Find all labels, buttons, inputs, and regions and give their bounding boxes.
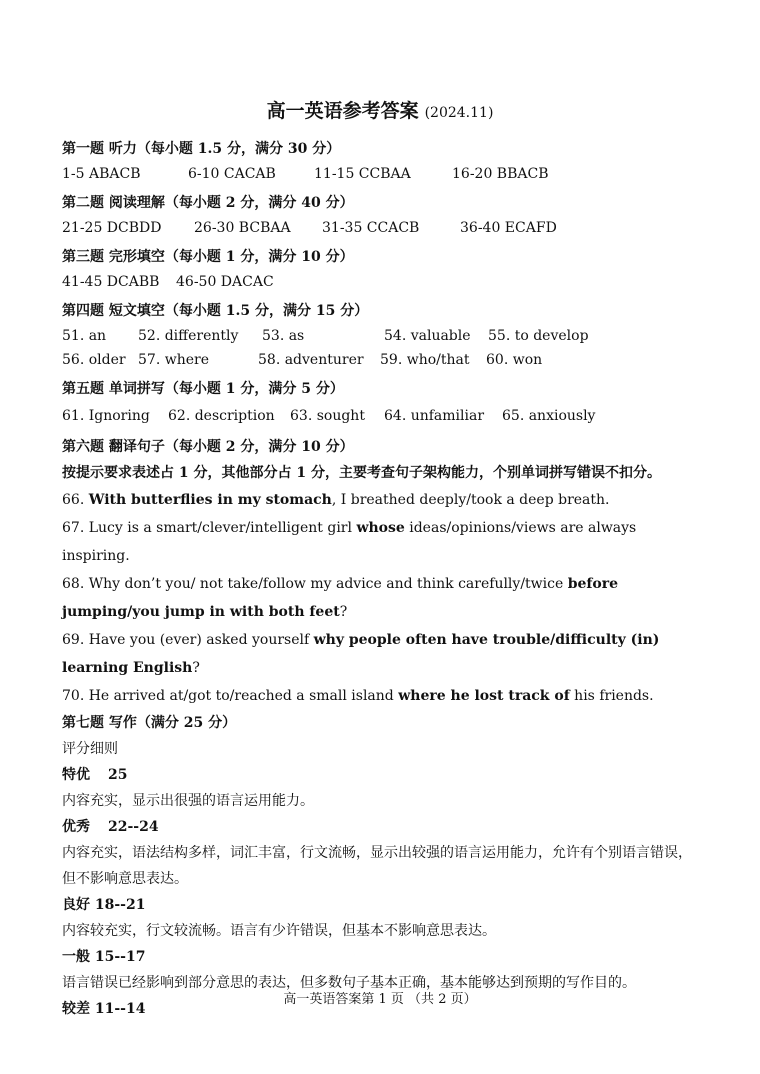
grade-excellent-plus: [62, 762, 702, 788]
answer-item: 56. older: [62, 352, 126, 368]
grade-good: 良好 18--21: [62, 897, 146, 913]
answer-item: 51. an: [62, 328, 107, 344]
grade-description: 内容充实，语法结构多样，词汇丰富，行文流畅，显示出较强的语言运用能力，允许有个别语言错误，但不影响意思表达。: [62, 845, 692, 887]
grade-description: 内容较充实，行文较流畅。语言有少许错误，但基本不影响意思表达。: [62, 923, 496, 939]
answer-group: 1-5 ABACB: [62, 166, 141, 182]
answer-content: [62, 136, 702, 1022]
grade-score: 22--24: [108, 819, 159, 835]
answer-item: 59. who/that: [380, 352, 470, 368]
section-spelling-answers: [62, 402, 702, 430]
sentence-text: ?: [192, 660, 200, 676]
key-phrase: where he lost track of: [398, 688, 570, 704]
answer-item: 65. anxiously: [502, 408, 596, 424]
sentence-text: , I breathed deeply/took a deep breath.: [331, 492, 610, 508]
translation-66: [62, 486, 702, 514]
section-writing-title: 第七题 写作（满分 25 分）: [62, 715, 237, 731]
answer-item: 54. valuable: [384, 328, 471, 344]
section-listening-title: 第一题 听力（每小题 1.5 分，满分 30 分）: [62, 141, 341, 157]
answer-item: 58. adventurer: [258, 352, 364, 368]
sentence-text: 67. Lucy is a smart/clever/intelligent girl: [62, 520, 357, 536]
answer-group: 36-40 ECAFD: [460, 220, 557, 236]
section-cloze-answers: [62, 270, 702, 294]
answer-item: 61. Ignoring: [62, 408, 150, 424]
key-phrase: whose: [356, 520, 405, 536]
grade-score: 25: [108, 767, 128, 783]
page-footer: 高一英语答案第 1 页 （共 2 页）: [283, 992, 477, 1007]
page-title: [0, 96, 760, 123]
grade-description: 语言错误已经影响到部分意思的表达，但多数句子基本正确，基本能够达到预期的写作目的。: [62, 975, 636, 991]
translation-68: [62, 570, 702, 626]
sentence-text: 69. Have you (ever) asked yourself: [62, 632, 314, 648]
answer-group: 6-10 CACAB: [188, 166, 276, 182]
section-cloze-title: 第三题 完形填空（每小题 1 分，满分 10 分）: [62, 249, 354, 265]
answer-group: 11-15 CCBAA: [314, 166, 411, 182]
answer-group: 16-20 BBACB: [452, 166, 549, 182]
answer-item: 53. as: [262, 328, 305, 344]
section-grammar-fill-row1: [62, 324, 702, 348]
answer-item: 62. description: [168, 408, 275, 424]
answer-group: 46-50 DACAC: [176, 274, 274, 290]
translation-69: [62, 626, 702, 682]
translation-scoring-note: 按提示要求表述占 1 分，其他部分占 1 分，主要考查句子架构能力，个别单词拼写错误不扣分。: [62, 465, 661, 481]
section-translation-title: 第六题 翻译句子（每小题 2 分，满分 10 分）: [62, 439, 354, 455]
translation-67: [62, 514, 702, 570]
sentence-text: his friends.: [569, 688, 654, 704]
title-text: 高一英语参考答案: [266, 100, 419, 122]
section-spelling-title: 第五题 单词拼写（每小题 1 分，满分 5 分）: [62, 381, 344, 397]
answer-group: 21-25 DCBDD: [62, 220, 162, 236]
grade-label: 优秀: [62, 819, 90, 835]
grade-excellent: [62, 814, 702, 840]
answer-item: 64. unfamiliar: [384, 408, 485, 424]
key-phrase: With butterflies in my stomach: [88, 492, 332, 508]
title-date: (2024.11): [424, 105, 494, 121]
grade-poor: 较差 11--14: [62, 1001, 146, 1017]
answer-group: 41-45 DCABB: [62, 274, 160, 290]
key-phrase: why people often have trouble/difficulty (in) learning English: [62, 632, 660, 676]
key-phrase: before jumping/you jump in with both feet: [62, 576, 619, 620]
sentence-text: 66.: [62, 492, 89, 508]
answer-item: 57. where: [138, 352, 209, 368]
grade-label: 特优: [62, 767, 90, 783]
answer-item: 55. to develop: [488, 328, 589, 344]
translation-70: [62, 682, 702, 710]
answer-group: 26-30 BCBAA: [194, 220, 291, 236]
grade-description: 内容充实，显示出很强的语言运用能力。: [62, 793, 314, 809]
section-listening-answers: [62, 162, 702, 186]
section-reading-answers: [62, 216, 702, 240]
sentence-text: ideas/opinions/views are always inspiring.: [62, 520, 637, 564]
sentence-text: 70. He arrived at/got to/reached a small island: [62, 688, 399, 704]
answer-group: 31-35 CCACB: [322, 220, 420, 236]
answer-item: 60. won: [486, 352, 543, 368]
answer-item: 52. differently: [138, 328, 239, 344]
sentence-text: 68. Why don’t you/ not take/follow my advice and think carefully/twice: [62, 576, 568, 592]
writing-subtitle: 评分细则: [62, 741, 118, 757]
sentence-text: ?: [339, 604, 348, 620]
answer-item: 63. sought: [290, 408, 365, 424]
section-reading-title: 第二题 阅读理解（每小题 2 分，满分 40 分）: [62, 195, 354, 211]
section-grammar-fill-row2: [62, 348, 702, 372]
grade-average: 一般 15--17: [62, 949, 146, 965]
section-grammar-fill-title: 第四题 短文填空（每小题 1.5 分，满分 15 分）: [62, 303, 369, 319]
